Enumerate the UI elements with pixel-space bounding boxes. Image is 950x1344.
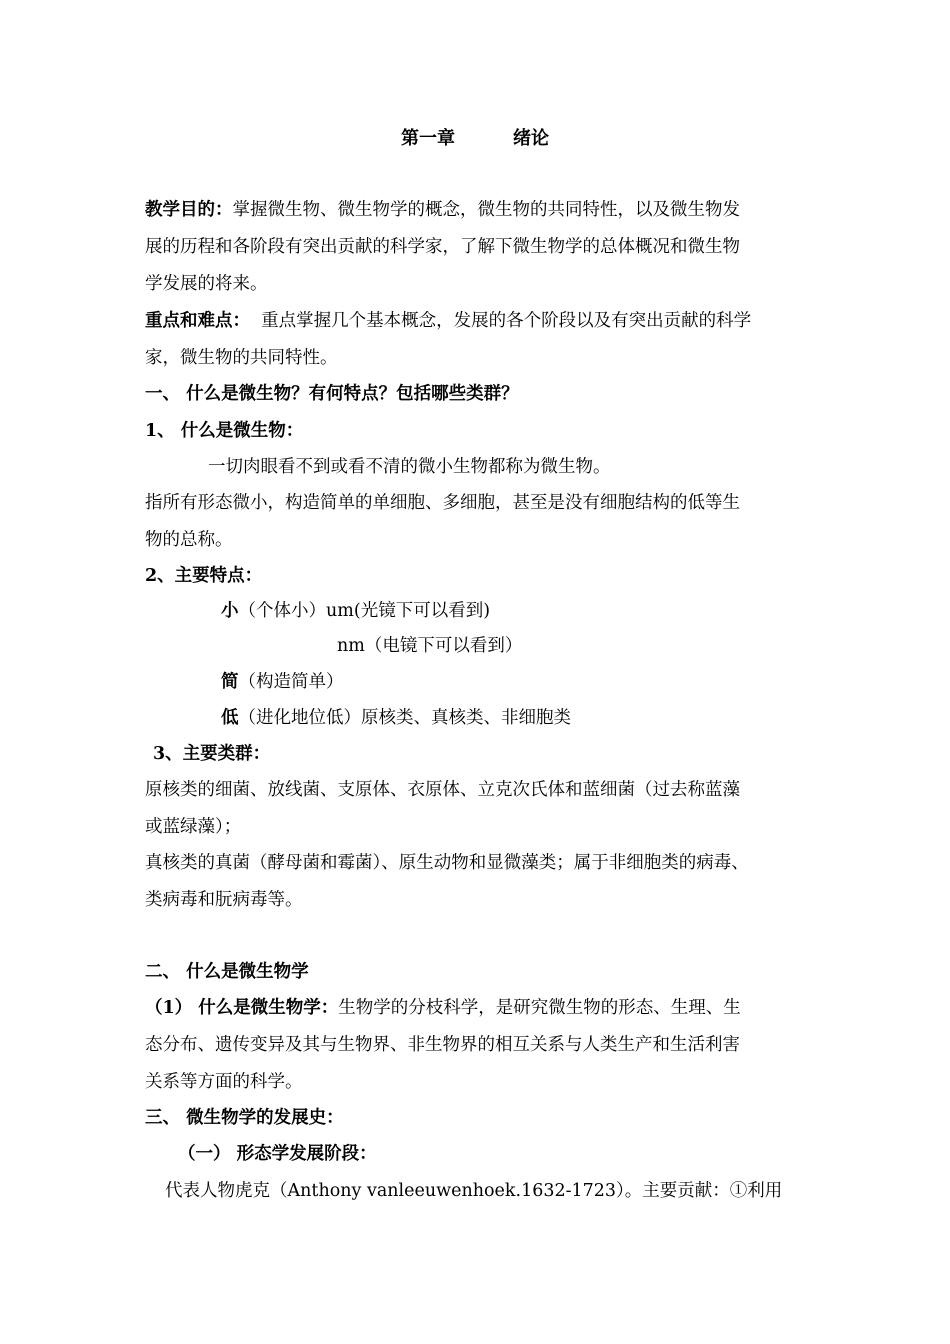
section1-heading: 一、 什么是微生物？有何特点？包括哪些类群？ bbox=[145, 384, 519, 404]
section1-sub1-heading: 1、 什么是微生物： bbox=[145, 421, 304, 441]
section1-sub2-heading: 2、主要特点： bbox=[145, 566, 263, 586]
section2-text-2: 态分布、遗传变异及其与生物界、非生物界的相互关系与人类生产和生活利害 bbox=[145, 1035, 740, 1055]
keypoints-text-1: 重点掌握几个基本概念，发展的各个阶段以及有突出贡献的科学 bbox=[250, 311, 752, 331]
feature-small-text2: nm（电镜下可以看到） bbox=[337, 636, 523, 656]
section1-sub1-text2a: 指所有形态微小，构造简单的单细胞、多细胞，甚至是没有细胞结构的低等生 bbox=[145, 493, 740, 513]
keypoints-line-2: 家，微生物的共同特性。 bbox=[145, 348, 338, 368]
section2-line-1 bbox=[145, 996, 741, 1020]
feature-low-label: 低 bbox=[221, 708, 239, 728]
keypoints-line-1 bbox=[145, 309, 751, 333]
section1-sub3-text3: 真核类的真菌（酵母菌和霉菌）、原生动物和显微藻类；属于非细胞类的病毒、 bbox=[145, 853, 749, 873]
section1-sub3-text2: 或蓝绿藻）； bbox=[145, 817, 242, 837]
section2-text-1: 生物学的分枝科学，是研究微生物的形态、生理、生 bbox=[338, 998, 741, 1018]
section3-stage1-heading: （一） 形态学发展阶段： bbox=[178, 1144, 377, 1164]
chapter-title bbox=[0, 126, 950, 152]
objective-text-1: 掌握微生物、微生物学的概念，微生物的共同特性，以及微生物发 bbox=[232, 200, 740, 220]
section2-heading: 二、 什么是微生物学 bbox=[145, 962, 309, 982]
keypoints-label: 重点和难点： bbox=[145, 311, 250, 331]
section3-heading: 三、 微生物学的发展史： bbox=[145, 1108, 344, 1128]
objective-label: 教学目的： bbox=[145, 200, 233, 220]
section1-sub1-text1: 一切肉眼看不到或看不清的微小生物都称为微生物。 bbox=[208, 457, 611, 477]
feature-small-text: （个体小）um(光镜下可以看到) bbox=[238, 601, 491, 621]
section2-question-label: （1） 什么是微生物学： bbox=[145, 998, 339, 1018]
section1-sub1-text2b: 物的总称。 bbox=[145, 530, 233, 550]
objective-line-2: 展的历程和各阶段有突出贡献的科学家，了解下微生物学的总体概况和微生物 bbox=[145, 237, 740, 257]
feature-low-text: （进化地位低）原核类、真核类、非细胞类 bbox=[238, 708, 571, 728]
feature-small bbox=[221, 599, 490, 623]
objective-line-3: 学发展的将来。 bbox=[145, 274, 268, 294]
chapter-number: 第一章 bbox=[401, 128, 455, 149]
objective-line-1 bbox=[145, 198, 740, 222]
section3-text-1: 代表人物虎克（Anthony vanleeuwenhoek.1632-1723）。主要贡献：①利用 bbox=[165, 1181, 783, 1201]
feature-low bbox=[221, 706, 571, 730]
section1-sub3-text4: 类病毒和朊病毒等。 bbox=[145, 890, 303, 910]
section2-text-3: 关系等方面的科学。 bbox=[145, 1072, 303, 1092]
chapter-name: 绪论 bbox=[513, 128, 549, 149]
feature-simple bbox=[221, 670, 344, 694]
feature-simple-label: 简 bbox=[221, 672, 239, 692]
feature-small-label: 小 bbox=[221, 601, 239, 621]
section1-sub3-text1: 原核类的细菌、放线菌、支原体、衣原体、立克次氏体和蓝细菌（过去称蓝藻 bbox=[145, 780, 740, 800]
section1-sub3-heading: 3、主要类群： bbox=[153, 744, 271, 764]
feature-simple-text: （构造简单） bbox=[238, 672, 344, 692]
